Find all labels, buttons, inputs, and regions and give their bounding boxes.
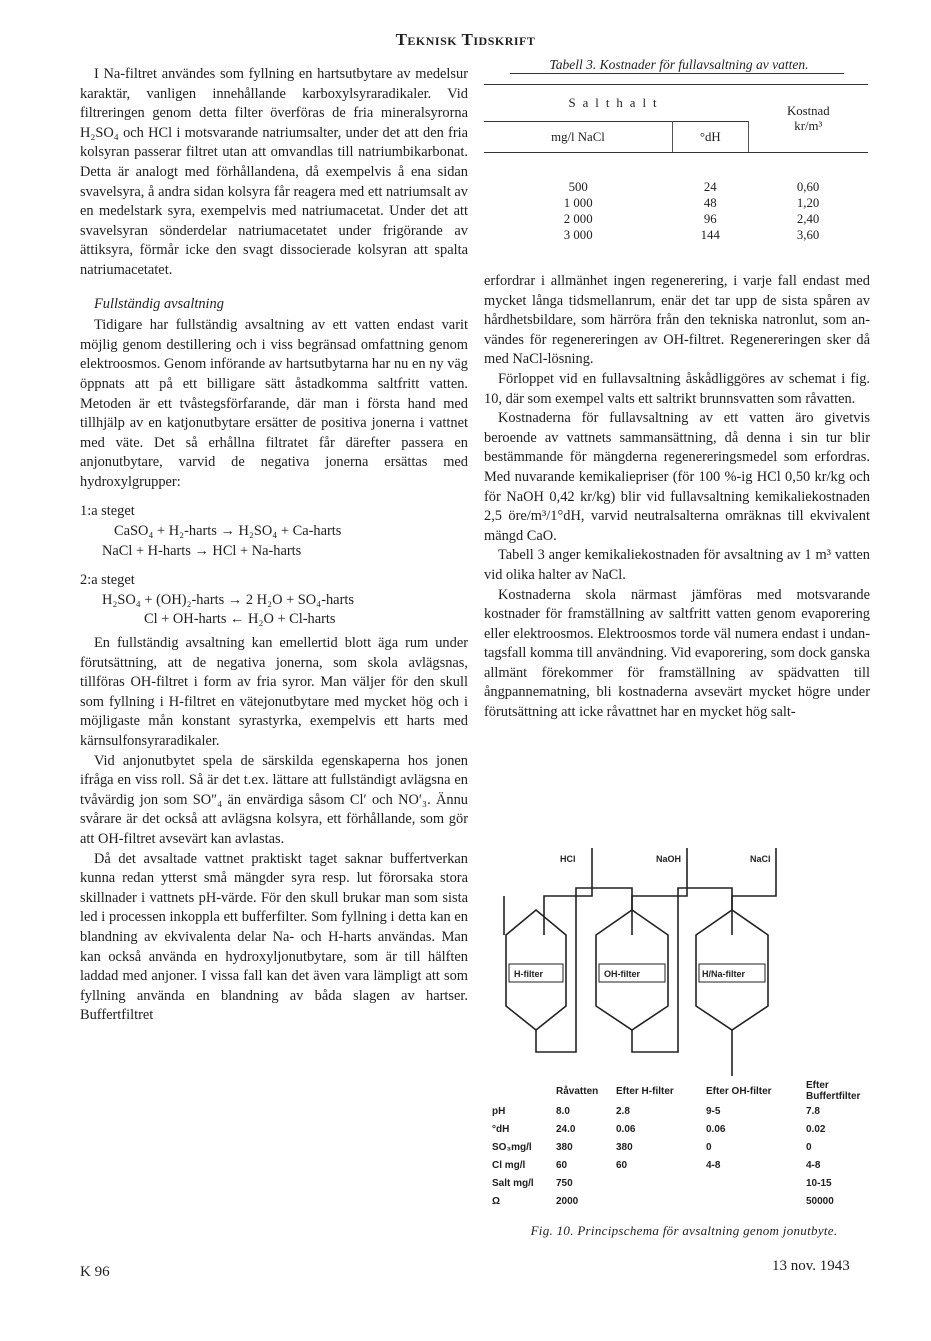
paragraph: En fullständig avsaltning kan emellertid blott äga rum under förutsättning, att de negativa jonerna, som skola avlägsnas, tillföras OH-filtret i form av fria syror. Man väljer för den skull som fyllning i H-filtret en vätejonutbytare med mycket hög och i möjligaste mån konstant syrastyrka, exempelvis ett harts med kärnsulfonsyraradikaler. (80, 635, 468, 749)
filter-label-oh: OH-filter (604, 969, 640, 979)
cost-table (484, 84, 868, 243)
paragraph: Kostnaderna för fullavsaltning av ett vatten äro givetvis beroende av vattnets sammansättning, då denna i sin tur blir bestämmande för mängderna regenereringsmedel som erfordras. Med nuvarande kemikaliepriser (för 100 %-ig HCl 0,50 kr/kg och för NaOH 0,42 kr/kg) blir vid fullavsaltning kemikaliekostnaden 2,5 öre/m³/1°dH, varvid neutralsalterna omräknas till ekvivalent mängd CaO. (484, 410, 870, 544)
table-header-nacl: mg/l NaCl (484, 122, 672, 153)
paragraph: erfordrar i allmänhet ingen regenerering, i varje fall endast med mycket långa tidsmellanrum, enär det tar upp de sista spåren av hårdhetsbildare, som härröra från den tekniska natronlut, som användes för regenereringen av OH-filtret. Regenereringen sker då med NaCl-lösning. (484, 273, 870, 368)
filter-label-h: H-filter (514, 969, 543, 979)
input-label-hcl: HCl (560, 854, 576, 864)
step2-label: 2:a steget (80, 572, 135, 589)
issue-date: 13 nov. 1943 (772, 1258, 850, 1274)
table-row: 500 24 0,60 (568, 179, 820, 194)
journal-header: Teknisk Tidskrift (395, 30, 536, 49)
input-label-naoh: NaOH (656, 854, 682, 864)
flow-row: Cl mg/l 60 60 4-8 4-8 (492, 1159, 821, 1171)
figure-caption: Fig. 10. Principschema för avsaltning genom jonutbyte. (530, 1223, 838, 1238)
flow-header-row: Råvatten Efter H-filter Efter OH-filter Efter Buffertfilter (556, 1080, 861, 1102)
paragraph: Tidigare har fullständig avsaltning av ett vatten endast varit möjlig genom destillering och i viss begränsad omfattning genom elektroosmos. Genom införande av hartsutbytarna har nu en ny väg öppnats att på ett billigare sätt åstadkomma saltfritt vatten. Metoden är ett tvåstegsförfarande, där man i första hand med tillhjälp av en katjonutbytare ersätter de positiva jonerna i vattnet med väte. Det så erhållna filtratet får därefter passera en anjonutbytare, varvid de negativa jonerna ersättas med hydroxylgrupper: (80, 317, 468, 490)
flow-row: SO₃mg/l 380 380 0 0 (492, 1141, 812, 1153)
paragraph: Tabell 3 anger kemikaliekostnaden för avsaltning av 1 m³ vatten vid olika halter av NaCl. (484, 547, 870, 583)
process-diagram (484, 840, 884, 1080)
flow-values-table (490, 1080, 880, 1210)
table-caption: Tabell 3. Kostnader för fullavsaltning av vatten. (549, 57, 809, 72)
table-header-dh: °dH (672, 122, 748, 153)
table-row: 3 000 144 3,60 (563, 227, 820, 242)
paragraph: I Na-filtret användes som fyllning en hartsutbytare av medelsur karaktär, vanligen innehållande karboxylsyraradikaler. Vid filtreringen genom detta filter överföras de fria mineralsyrorna H₂SO₄ och HCl i motsvarande natriumsalter, under det att den fria kolsyran passerar filtret utan att omvandlas till natriumbikarbonat. Detta är analogt med förhållandena, då exempelvis å ena sidan svavelsyra, å andra sidan kolsyra får reagera med ett natriumsalt av en medelstark syra, exempelvis med natriumacetat. Under det att svavelsyran sönderdelar natriumacetatet under frigörande av ättiksyra, förmår icke den svagt dissocierade kolsyran att spalta natriumacetatet. (80, 66, 468, 278)
right-column (484, 272, 870, 723)
paragraph: Vid anjonutbytet spela de särskilda egenskaperna hos jonen ifråga en viss roll. Så är det t.ex. lättare att fullständigt avlägsna en tvåvärdig jon som SO″₄ än envärdiga såsom Cl′ och NO′₃. Ännu svårare är det också att avlägsna kolsyra, ett förhållande, som gör att OH-filtret avsevärt kan avlastas. (80, 752, 468, 847)
left-column (80, 65, 468, 1026)
equation: Cl + OH-harts ← H₂O + Cl-harts (144, 611, 336, 628)
paragraph: Då det avsaltade vattnet praktiskt taget saknar buffertverkan kunna redan ytterst små mängder syra resp. lut förorsaka stora skillnader i vattnets pH-värde. För den skull brukar man som sista led i processen inkoppla ett bufferfilter. Som fyllning i detta kan en blandning av ekvivalenta delar Na- och H-harts användas. Man kan också använda en hydroxyljonutbytare, som är till hälften laddad med anjoner. I vissa fall kan det även vara lämpligt att som fyllning använda en blandning av båda slagen av hartser. Buffertfiltret (80, 850, 468, 1024)
step1-label: 1:a steget (80, 503, 135, 520)
equation: H₂SO₄ + (OH)₂-harts → 2 H₂O + SO₄-harts (102, 591, 354, 608)
flow-row: Ω 2000 50000 (492, 1195, 834, 1207)
table-row: 2 000 96 2,40 (563, 211, 820, 226)
flow-row: Salt mg/l 750 10-15 (492, 1177, 832, 1189)
caption-rule (510, 73, 844, 74)
equation: NaCl + H-harts → HCl + Na-harts (102, 542, 302, 559)
filter-label-hna: H/Na-filter (702, 969, 746, 979)
equation: CaSO₄ + H₂-harts → H₂SO₄ + Ca-harts (114, 523, 342, 540)
paragraph: Kostnaderna skola närmast jämföras med motsvarande kostnader för framställning av saltfritt vatten genom evaporering eller elektroosmos. Elektroosmos torde väl numera endast i undantagsfall komma till användning. Vid evaporering, som dock ganska allmänt förekommer för framställning av spädvatten till ångpannematning, bli kostnaderna avsevärt mycket högre under förutsättning att icke råvattnet har en mycket hög salt- (484, 586, 870, 721)
section-heading: Fullständig avsaltning (94, 295, 224, 312)
page-number: K 96 (80, 1264, 110, 1280)
flow-row: pH 8.0 2.8 9-5 7.8 (492, 1105, 820, 1117)
table-row: 1 000 48 1,20 (563, 195, 820, 210)
table-header-cost: Kostnad kr/m³ (748, 85, 868, 153)
flow-row: °dH 24.0 0.06 0.06 0.02 (492, 1123, 826, 1135)
paragraph: Förloppet vid en fullavsaltning åskådliggöres av schemat i fig. 10, där som exempel valts ett saltrikt brunnsvatten som råvatten. (484, 370, 870, 407)
table-group-header: Salthalt (484, 85, 748, 122)
input-label-nacl: NaCl (750, 854, 771, 864)
